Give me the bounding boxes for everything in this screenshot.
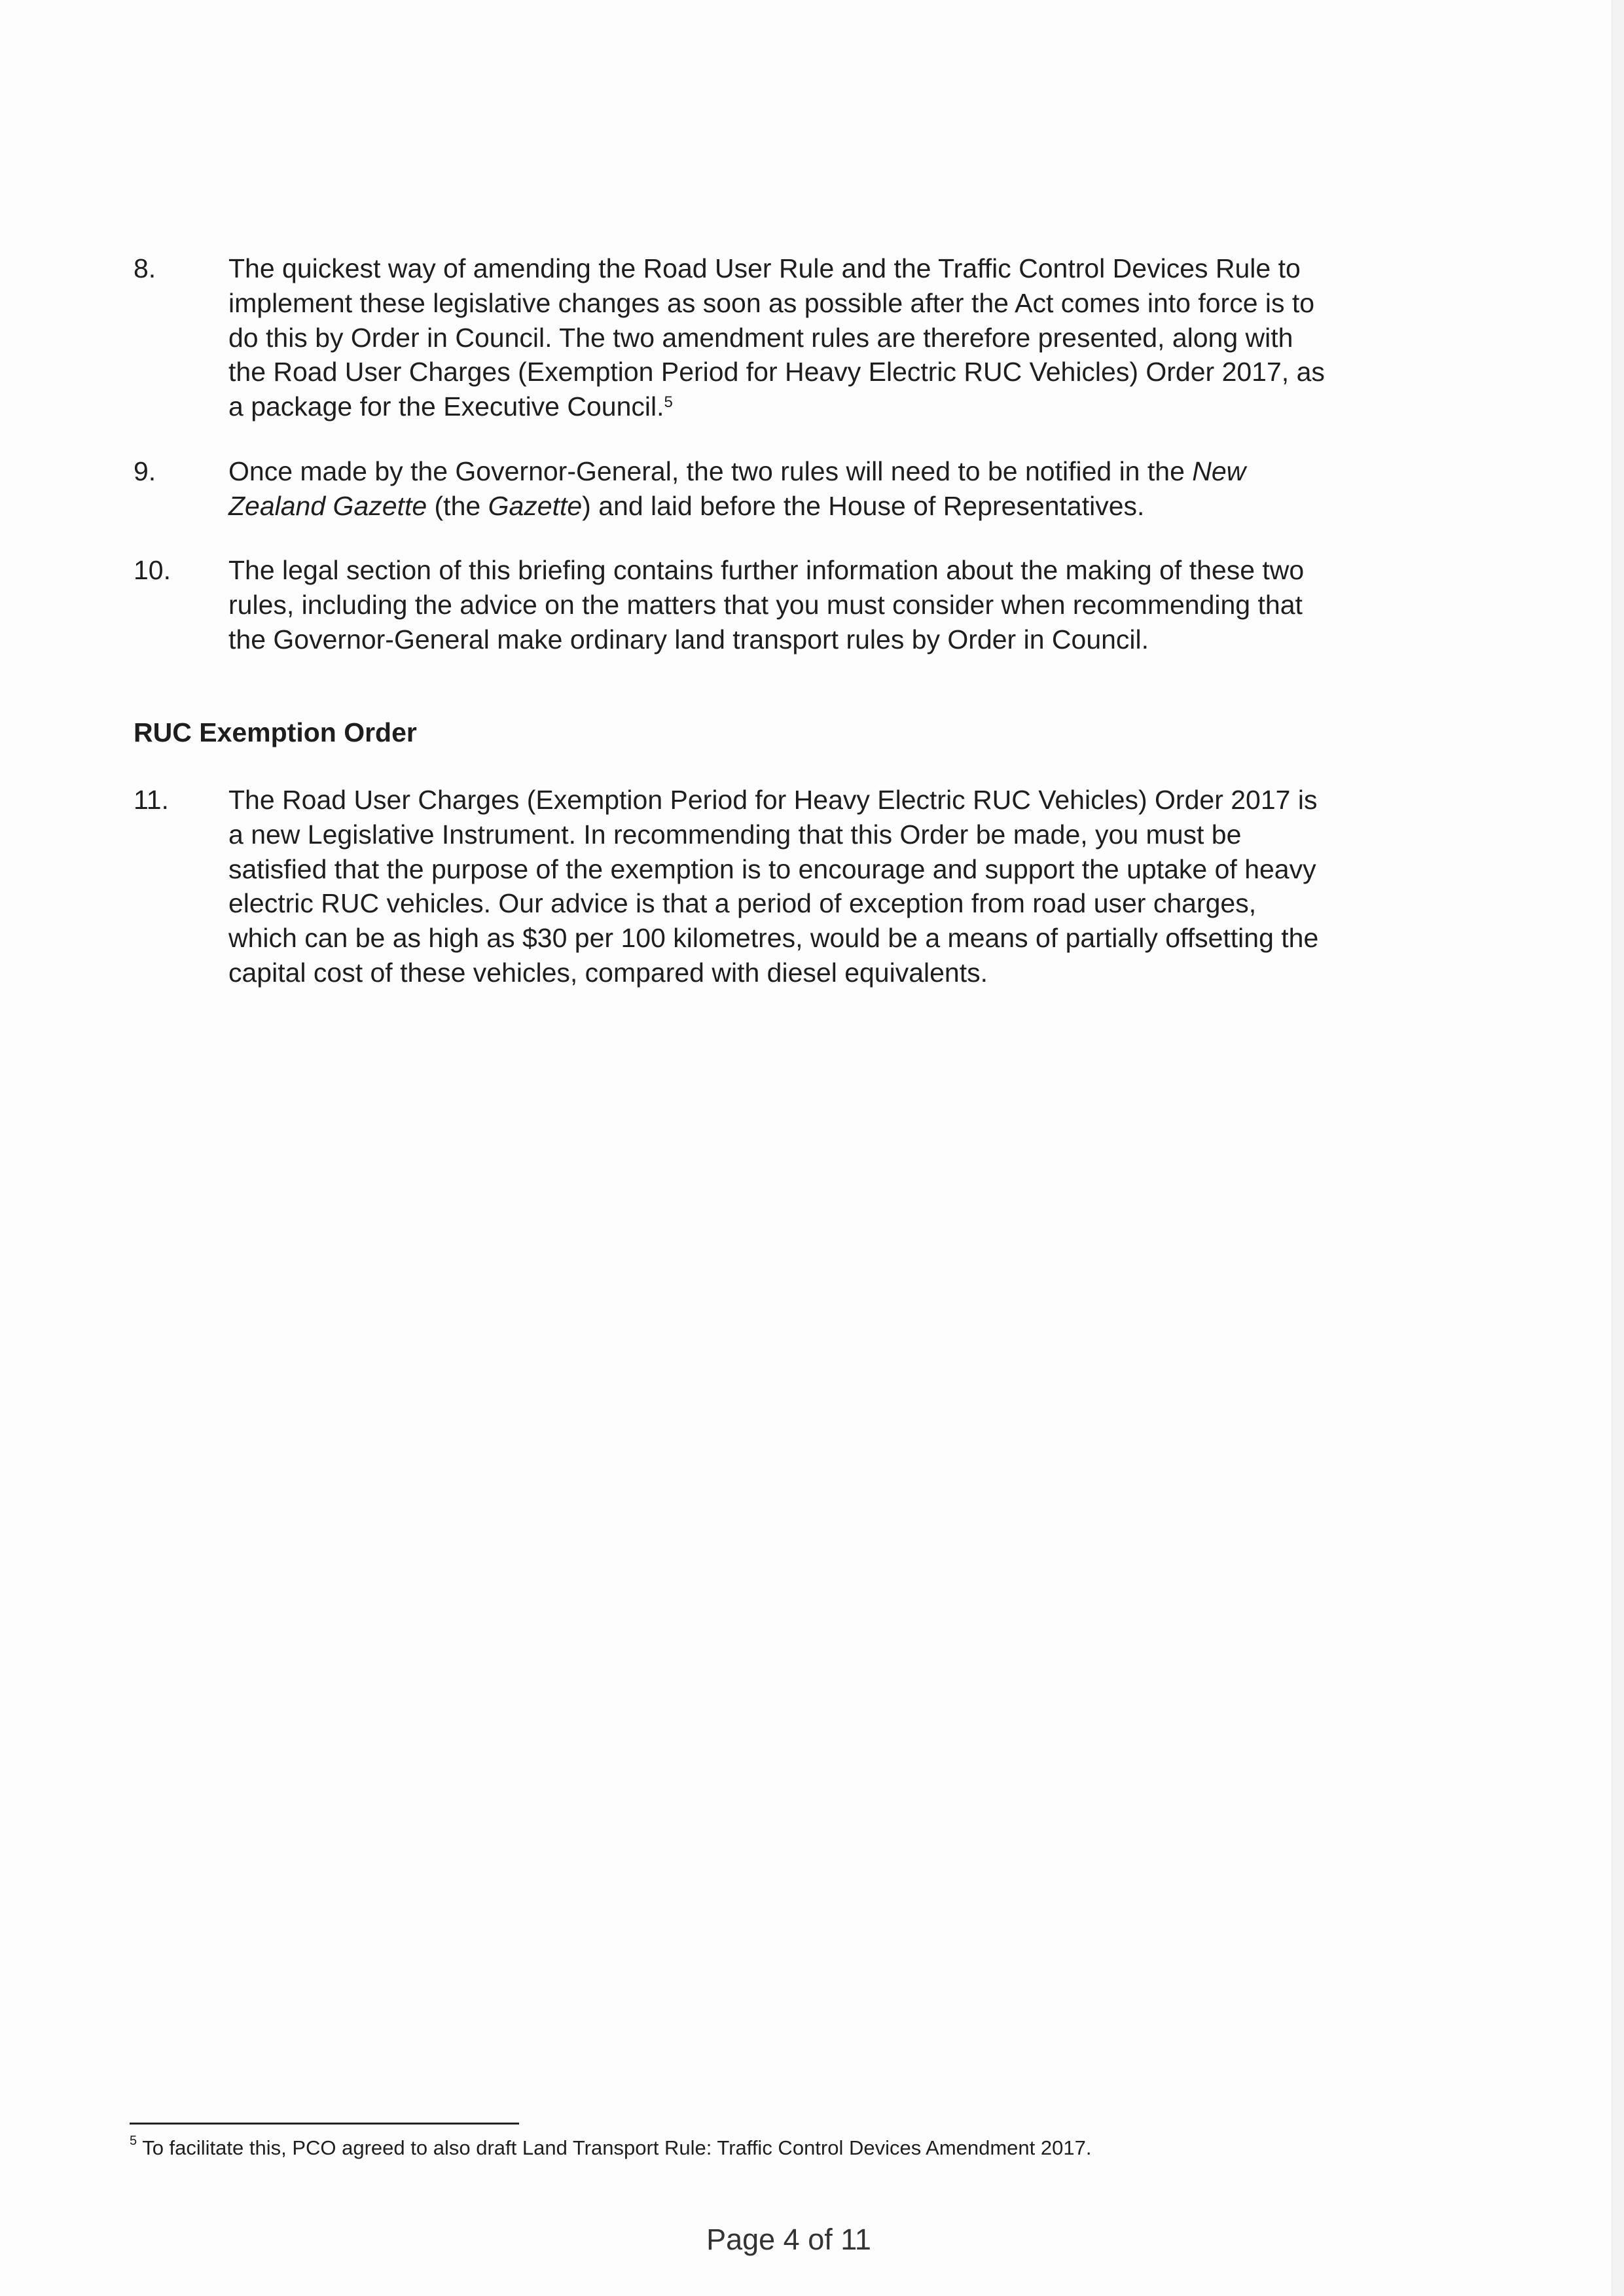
paragraph-number: 8. [134, 253, 156, 283]
text: (the [427, 490, 488, 521]
footnote [130, 2136, 1091, 2160]
text: ) and laid before the House of Representatives. [582, 490, 1145, 521]
paragraph-number: 11. [134, 785, 169, 815]
text: Once made by the Governor-General, the two rules will need to be notified in the [228, 456, 1193, 486]
text-line: electric RUC vehicles. Our advice is that a period of exception from road user charges, [228, 888, 1257, 919]
italic-text: Zealand Gazette [228, 490, 427, 521]
paragraph-number: 10. [134, 555, 171, 585]
text-line: capital cost of these vehicles, compared with diesel equivalents. [228, 957, 988, 988]
text-line: the Governor-General make ordinary land transport rules by Order in Council. [228, 624, 1149, 655]
text-line: a new Legislative Instrument. In recommending that this Order be made, you must be [228, 819, 1242, 850]
text-line: The legal section of this briefing contains further information about the making of these two [228, 555, 1305, 585]
text-line: the Road User Charges (Exemption Period for Heavy Electric RUC Vehicles) Order 2017, as [228, 357, 1325, 387]
page-edge [1612, 0, 1624, 2296]
footnote-number: 5 [130, 2134, 137, 2148]
text-line: The Road User Charges (Exemption Period for Heavy Electric RUC Vehicles) Order 2017 is [228, 785, 1318, 815]
paragraph-number: 9. [134, 456, 156, 486]
text-line: satisfied that the purpose of the exemption is to encourage and support the uptake of heavy [228, 853, 1316, 884]
text-line: do this by Order in Council. The two amendment rules are therefore presented, along with [228, 322, 1293, 353]
text-line: rules, including the advice on the matters that you must consider when recommending that [228, 589, 1303, 620]
text-line: The quickest way of amending the Road User Rule and the Traffic Control Devices Rule to [228, 253, 1301, 283]
section-heading: RUC Exemption Order [134, 717, 417, 747]
text-line: which can be as high as $30 per 100 kilometres, would be a means of partially offsetting the [228, 923, 1319, 954]
text-line: implement these legislative changes as soon as possible after the Act comes into force is to [228, 287, 1315, 318]
page-number: Page 4 of 11 [706, 2223, 871, 2256]
footnote-reference[interactable]: 5 [664, 393, 673, 412]
footnote-separator [130, 2123, 519, 2125]
italic-text: New [1192, 456, 1246, 486]
footnote-text: To facilitate this, PCO agreed to also draft Land Transport Rule: Traffic Control Devices Amendment 2017. [142, 2136, 1092, 2159]
italic-text: Gazette [488, 490, 583, 521]
text-line: a package for the Executive Council. [228, 391, 664, 422]
